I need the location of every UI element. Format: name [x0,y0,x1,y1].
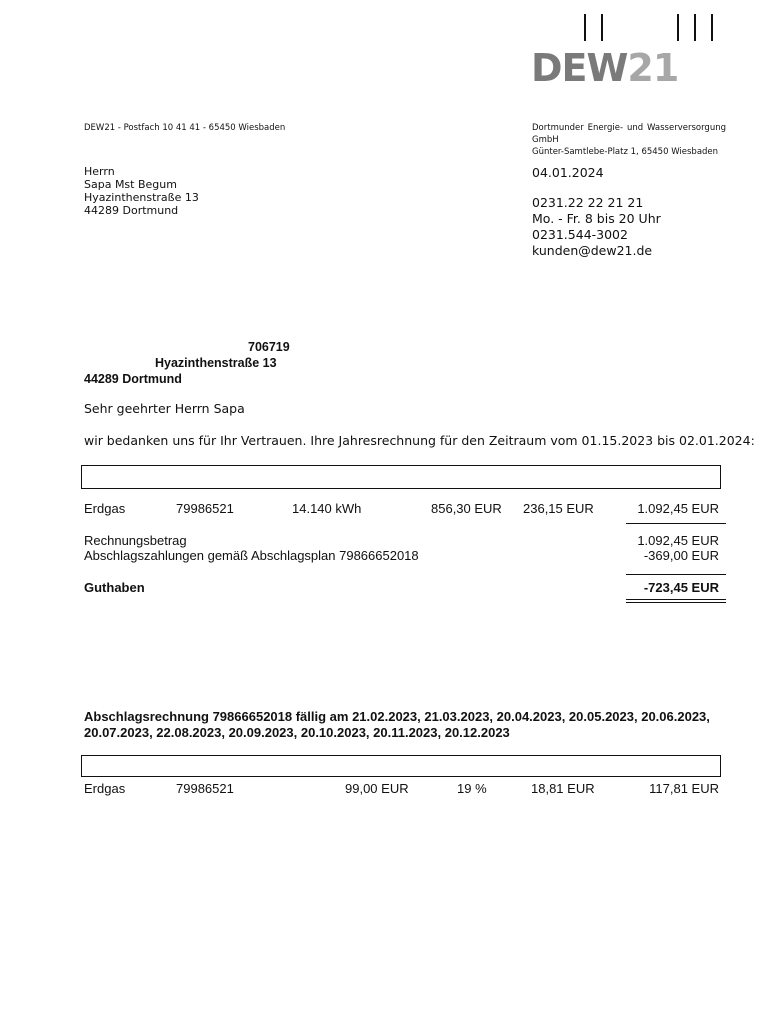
contact-fax: 0231.544-3002 [532,227,628,242]
customer-number: 706719 [248,340,290,354]
logo-bar-1 [584,14,586,41]
credit-double-underline-1 [626,599,726,600]
contact-phone: 0231.22 22 21 21 [532,195,644,210]
credit-value: -723,45 EUR [643,580,719,595]
invoice-meter: 79986521 [176,501,234,516]
payments-label: Abschlagszahlungen gemäß Abschlagsplan 79866652018 [84,548,419,563]
supply-city: 44289 Dortmund [84,372,182,386]
recipient-street: Hyazinthenstraße 13 [84,191,199,204]
company-name-line2: GmbH [532,135,559,145]
amount-value: 1.092,45 EUR [637,533,719,548]
logo-digits: 21 [627,46,679,90]
logo-bar-4 [694,14,696,41]
logo-bar-5 [711,14,713,41]
contact-hours: Mo. - Fr. 8 bis 20 Uhr [532,211,661,226]
intro-text: wir bedanken uns für Ihr Vertrauen. Ihre Jahresrechnung für den Zeitraum vom 01.15.2023 bis 02.01.2024: [84,433,755,448]
letter-date: 04.01.2024 [532,165,604,180]
credit-overline [626,574,726,575]
credit-double-underline-2 [626,602,726,603]
invoice-total: 1.092,45 EUR [637,501,719,516]
installment-net: 99,00 EUR [345,781,409,796]
company-address: Günter-Samtlebe-Platz 1, 65450 Wiesbaden [532,147,719,157]
installment-meter: 79986521 [176,781,234,796]
invoice-product: Erdgas [84,501,126,516]
installment-heading-line2: 20.07.2023, 22.08.2023, 20.09.2023, 20.10.2023, 20.11.2023, 20.12.2023 [84,725,510,740]
installment-total: 117,81 EUR [649,781,719,796]
installment-vat: 18,81 EUR [531,781,595,796]
payments-value: -369,00 EUR [643,548,719,563]
installment-heading-line1: Abschlagsrechnung 79866652018 fällig am 21.02.2023, 21.03.2023, 20.04.2023, 20.05.2023, 20.06.2023, [84,709,710,724]
supply-street: Hyazinthenstraße 13 [155,356,277,370]
company-name-line1: Dortmunder Energie- und Wasserversorgung [532,123,726,133]
amount-label: Rechnungsbetrag [84,533,187,548]
invoice-consumption: 14.140 kWh [292,501,362,516]
contact-email[interactable]: kunden@dew21.de [532,243,653,258]
invoice-table-header [81,465,721,489]
logo-wordmark [531,46,678,90]
sender-line: DEW21 - Postfach 10 41 41 - 65450 Wiesbaden [84,123,286,133]
installment-vat-rate: 19 % [457,781,487,796]
invoice-tax: 236,15 EUR [523,501,594,516]
installment-table-header [81,755,721,777]
total-underline [626,523,726,524]
logo-letters: DEW [531,46,628,90]
logo-bar-3 [677,14,679,41]
recipient-salutation: Herrn [84,165,115,178]
invoice-net: 856,30 EUR [431,501,502,516]
recipient-name: Sapa Mst Begum [84,178,177,191]
installment-product: Erdgas [84,781,126,796]
credit-label: Guthaben [84,580,145,595]
logo-bar-2 [601,14,603,41]
recipient-city: 44289 Dortmund [84,204,179,217]
greeting: Sehr geehrter Herrn Sapa [84,401,245,416]
